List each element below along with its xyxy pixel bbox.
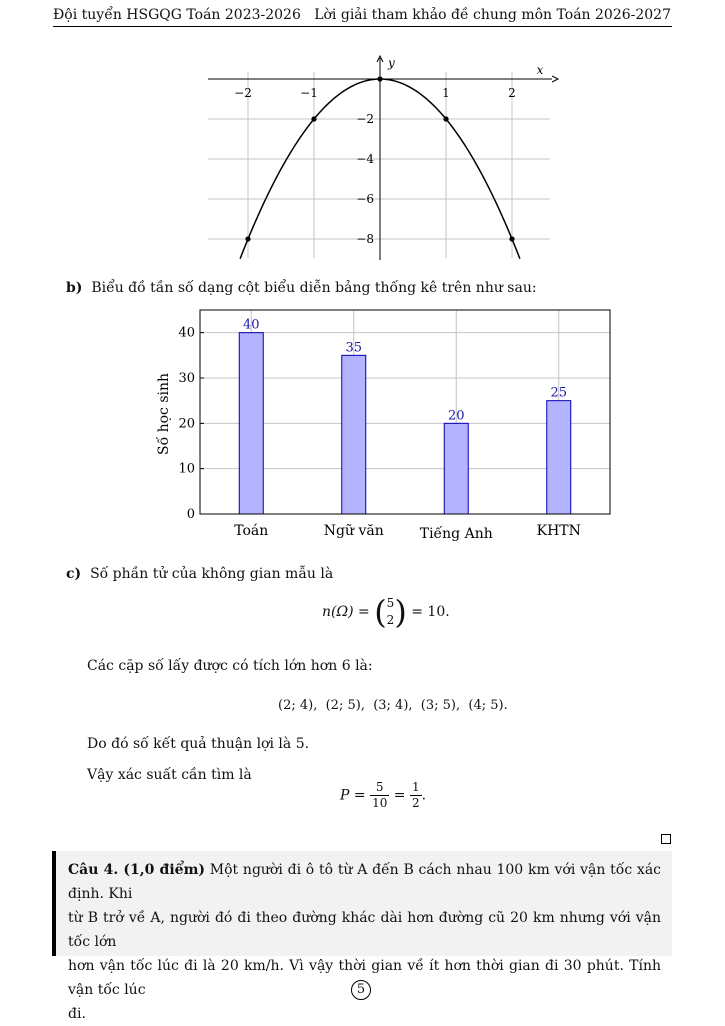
- frac1-den: 10: [372, 796, 388, 810]
- bar-y-tick-label: 10: [178, 461, 195, 477]
- part-c-label: c): [66, 566, 82, 582]
- bar-y-tick-label: 40: [178, 325, 195, 341]
- header-rule: [53, 26, 672, 27]
- fraction-5-over-10: [370, 780, 389, 811]
- omega-lhs: n(Ω) =: [322, 604, 370, 620]
- parabola-graph: [200, 50, 560, 265]
- bar-category-label: KHTN: [536, 523, 581, 539]
- favorable-num: 5.: [295, 736, 310, 752]
- binom-values: [387, 595, 395, 629]
- part-b: [66, 276, 537, 300]
- prob-lhs: P =: [340, 787, 366, 804]
- probability-formula: [340, 780, 426, 811]
- x-tick-label: 2: [508, 86, 516, 100]
- bar-1: [342, 355, 366, 514]
- part-b-label: b): [66, 280, 83, 296]
- parabola-point: [245, 236, 250, 241]
- x-tick-label: 1: [442, 86, 450, 100]
- part-b-text: Biểu đồ tần số dạng cột biểu diễn bảng thống kê trên như sau:: [91, 280, 537, 296]
- bar-chart-labels: [155, 318, 581, 542]
- bar-y-axis-label: Số học sinh: [156, 372, 172, 456]
- bar-value-label: 25: [550, 385, 568, 401]
- frac2-den: 2: [411, 796, 420, 810]
- probability-intro: Vậy xác suất cần tìm là: [87, 767, 252, 783]
- frac1-num: 5: [370, 780, 389, 796]
- bar-value-label: 20: [447, 408, 465, 424]
- prob-end: .: [421, 787, 427, 804]
- parabola-axes: [208, 56, 558, 260]
- bar-3: [547, 401, 571, 514]
- y-axis-name: y: [388, 56, 395, 70]
- y-tick-label: −4: [356, 152, 374, 166]
- bar-category-label: Tiếng Anh: [419, 526, 493, 542]
- pairs-intro-post: là:: [355, 658, 373, 674]
- parabola-point: [377, 76, 382, 81]
- question-4-line-1-text: Một người đi ô tô từ A đến B cách nhau 100 km với vận tốc xác định. Khi: [68, 862, 662, 902]
- binom-top: 5: [386, 596, 395, 610]
- part-c-intro-text: Số phần tử của không gian mẫu là: [90, 566, 334, 582]
- y-tick-label: −6: [356, 192, 374, 206]
- y-tick-label: −8: [356, 232, 374, 246]
- binom-left-paren: (: [374, 593, 387, 631]
- question-4-line-2: từ B trở về A, người đó đi theo đường khác dài hơn đường cũ 20 km nhưng với vận tốc lớn: [68, 910, 661, 950]
- bar-value-label: 40: [242, 317, 260, 333]
- binom-bottom: 2: [386, 613, 395, 627]
- fraction-1-over-2: [410, 780, 422, 811]
- question-4-line-1: [68, 858, 661, 906]
- x-axis-name: x: [536, 63, 544, 77]
- bar-2: [444, 423, 468, 514]
- frac2-num: 1: [411, 780, 420, 794]
- question-4-title: Câu 4. (1,0 điểm): [68, 862, 206, 878]
- bar-chart: [150, 300, 625, 550]
- prob-eq: =: [393, 787, 406, 804]
- running-header-left: Đội tuyển HSGQG Toán 2023-2026: [53, 7, 301, 23]
- page-number: 5: [351, 980, 371, 1000]
- binom-right-paren: ): [394, 593, 407, 631]
- bar-0: [239, 333, 263, 514]
- sample-space-formula: [322, 594, 450, 630]
- parabola-point: [509, 236, 514, 241]
- bar-category-label: Ngữ văn: [323, 523, 384, 539]
- running-header-right: Lời giải tham khảo đề chung môn Toán 2026-2027: [314, 7, 671, 23]
- bar-y-tick-label: 20: [178, 416, 195, 432]
- favorable-outcomes: [87, 732, 309, 756]
- parabola-point: [311, 116, 316, 121]
- bar-y-tick-label: 0: [186, 507, 195, 522]
- bar-value-label: 35: [345, 340, 363, 356]
- qed-square-icon: [661, 834, 671, 844]
- omega-rhs: = 10.: [411, 604, 450, 620]
- bar-y-tick-label: 30: [178, 371, 195, 386]
- x-axis-arrow: [552, 76, 558, 82]
- pairs-intro-pre: Các cặp số lấy được có tích lớn hơn: [87, 658, 338, 674]
- y-tick-label: −2: [356, 112, 374, 126]
- part-c-intro: [66, 562, 333, 586]
- question-4-box: [52, 851, 672, 1022]
- favorable-pre: Do đó số kết quả thuận lợi là: [87, 736, 292, 752]
- pairs-list: (2; 4), (2; 5), (3; 4), (3; 5), (4; 5).: [278, 698, 508, 713]
- pairs-intro: [87, 654, 373, 678]
- x-tick-label: −1: [300, 86, 318, 100]
- question-4-line-4: đi.: [68, 1006, 86, 1022]
- parabola-grid: [208, 72, 550, 258]
- bar-category-label: Toán: [234, 523, 269, 539]
- parabola-tick-labels: [234, 56, 543, 246]
- question-4-line-3: hơn vận tốc lúc đi là 20 km/h. Vì vậy thời gian về ít hơn thời gian đi 30 phút. Tính vận tốc lúc: [68, 958, 661, 998]
- parabola-point: [443, 116, 448, 121]
- x-tick-label: −2: [234, 86, 252, 100]
- pairs-intro-num: 6: [341, 658, 351, 674]
